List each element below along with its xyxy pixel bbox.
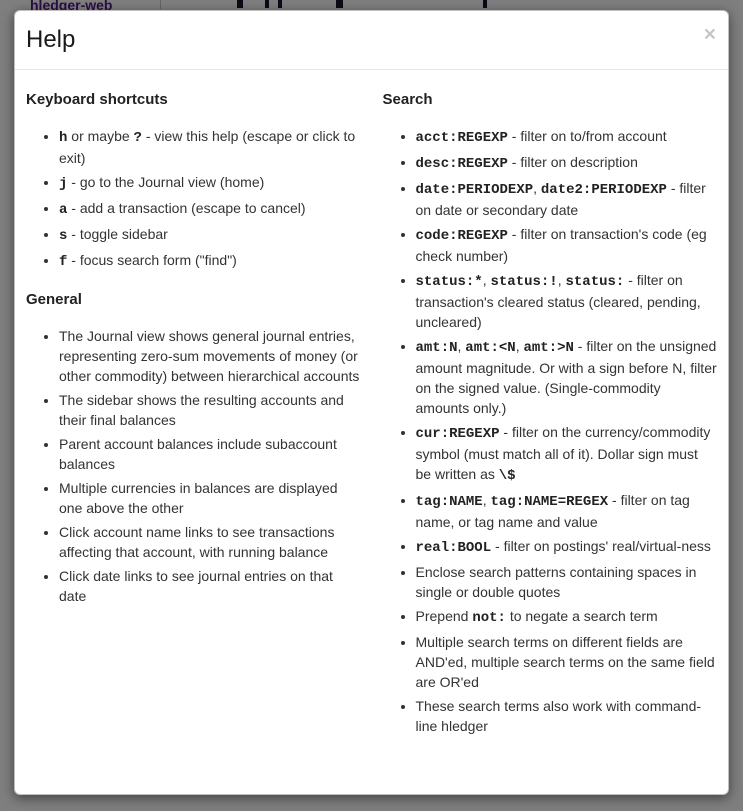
help-list-item: [416, 536, 718, 558]
help-list-item: [59, 224, 361, 246]
section-heading: Keyboard shortcuts: [26, 91, 168, 108]
text-segment: ,: [557, 272, 566, 288]
text-segment: The sidebar shows the resulting accounts and their final balances: [59, 392, 344, 428]
text-segment: - filter on transaction's cleared status (cleared, pending, uncleared): [415, 272, 701, 330]
code-term: real:BOOL: [415, 540, 492, 556]
text-segment: - add a transaction (escape to cancel): [67, 200, 306, 216]
help-list-item: [59, 566, 361, 606]
help-section: [383, 90, 718, 736]
help-list-item: [416, 632, 718, 692]
help-list-item: [59, 172, 361, 194]
help-modal: [14, 10, 729, 795]
help-list: [383, 126, 718, 736]
code-term: status:!: [490, 274, 558, 290]
code-term: code:REGEXP: [415, 228, 508, 244]
text-segment: - toggle sidebar: [67, 226, 168, 242]
help-list-item: [59, 522, 361, 562]
code-term: date2:PERIODEXP: [540, 182, 667, 198]
help-list-item: [59, 126, 361, 168]
code-term: amt:>N: [523, 340, 574, 356]
text-segment: Click account name links to see transactions affecting that account, with running balance: [59, 524, 335, 560]
help-list-item: [59, 326, 361, 386]
text-segment: Multiple currencies in balances are displayed one above the other: [59, 480, 338, 516]
section-heading: Search: [382, 91, 433, 108]
code-term: a: [59, 202, 68, 218]
modal-title: Help: [26, 26, 76, 53]
help-list-item: [59, 434, 361, 474]
help-list-item: [416, 606, 718, 628]
help-section: [26, 90, 361, 272]
code-term: amt:<N: [465, 340, 516, 356]
help-list-item: [416, 270, 718, 332]
text-segment: The Journal view shows general journal entries, representing zero-sum movements of money (or other commodity) between hierarchical accounts: [59, 328, 360, 384]
text-segment: - go to the Journal view (home): [67, 174, 265, 190]
text-segment: These search terms also work with command-line hledger: [415, 698, 702, 734]
text-segment: - filter on description: [507, 154, 638, 170]
code-term: amt:N: [415, 340, 458, 356]
help-list-item: [416, 126, 718, 148]
help-list-item: [416, 422, 718, 486]
text-segment: Parent account balances include subaccount balances: [59, 436, 337, 472]
help-list-item: [416, 562, 718, 602]
code-term: acct:REGEXP: [415, 130, 508, 146]
help-list-item: [416, 490, 718, 532]
code-term: desc:REGEXP: [415, 156, 508, 172]
close-icon[interactable]: ×: [703, 23, 716, 46]
text-segment: - filter on tag name, or tag name and value: [415, 492, 690, 530]
text-segment: - filter on to/from account: [507, 128, 667, 144]
code-term: status:*: [415, 274, 483, 290]
modal-body: [15, 70, 728, 766]
text-segment: - focus search form ("find"): [67, 252, 237, 268]
code-term: s: [59, 228, 68, 244]
text-segment: or maybe: [67, 128, 134, 144]
text-segment: ,: [515, 338, 524, 354]
help-column-left: [26, 90, 361, 746]
help-list-item: [59, 198, 361, 220]
text-segment: ,: [457, 338, 466, 354]
text-segment: - filter on the unsigned amount magnitude. Or with a sign before N, filter on the signed value. (Single-commodity amounts only.): [415, 338, 717, 416]
help-list-item: [59, 478, 361, 518]
help-list-item: [416, 224, 718, 266]
code-term: tag:NAME: [415, 494, 483, 510]
code-term: j: [59, 176, 68, 192]
code-term: date:PERIODEXP: [415, 182, 534, 198]
text-segment: - filter on postings' real/virtual-ness: [491, 538, 711, 554]
help-list: [26, 326, 361, 606]
section-heading: General: [26, 291, 82, 308]
code-term: cur:REGEXP: [415, 426, 500, 442]
help-list-item: [416, 178, 718, 220]
text-segment: Multiple search terms on different fields are AND'ed, multiple search terms on the same field are OR'ed: [415, 634, 715, 690]
help-list-item: [416, 696, 718, 736]
code-term: h: [59, 130, 68, 146]
text-segment: Prepend: [415, 608, 473, 624]
text-segment: - filter on the currency/commodity symbol (must match all of it). Dollar sign must be written as: [415, 424, 711, 482]
code-term: ?: [133, 130, 142, 146]
help-list: [26, 126, 361, 272]
help-list-item: [416, 336, 718, 418]
modal-header: [15, 11, 728, 70]
help-list-item: [59, 390, 361, 430]
text-segment: ,: [533, 180, 541, 196]
code-term: status:: [565, 274, 625, 290]
text-segment: - filter on transaction's code (eg check number): [415, 226, 707, 264]
text-segment: Enclose search patterns containing spaces in single or double quotes: [415, 564, 697, 600]
help-list-item: [59, 250, 361, 272]
code-term: tag:NAME=REGEX: [490, 494, 609, 510]
text-segment: ,: [482, 272, 491, 288]
code-term: not:: [472, 610, 506, 626]
text-segment: ,: [482, 492, 491, 508]
text-segment: - view this help (escape or click to exit): [59, 128, 356, 166]
help-section: [26, 290, 361, 606]
code-term: f: [59, 254, 68, 270]
text-segment: to negate a search term: [505, 608, 658, 624]
text-segment: Click date links to see journal entries on that date: [59, 568, 333, 604]
text-segment: - filter on date or secondary date: [415, 180, 706, 218]
help-list-item: [416, 152, 718, 174]
help-column-right: [383, 90, 718, 746]
code-term: \$: [498, 468, 516, 484]
